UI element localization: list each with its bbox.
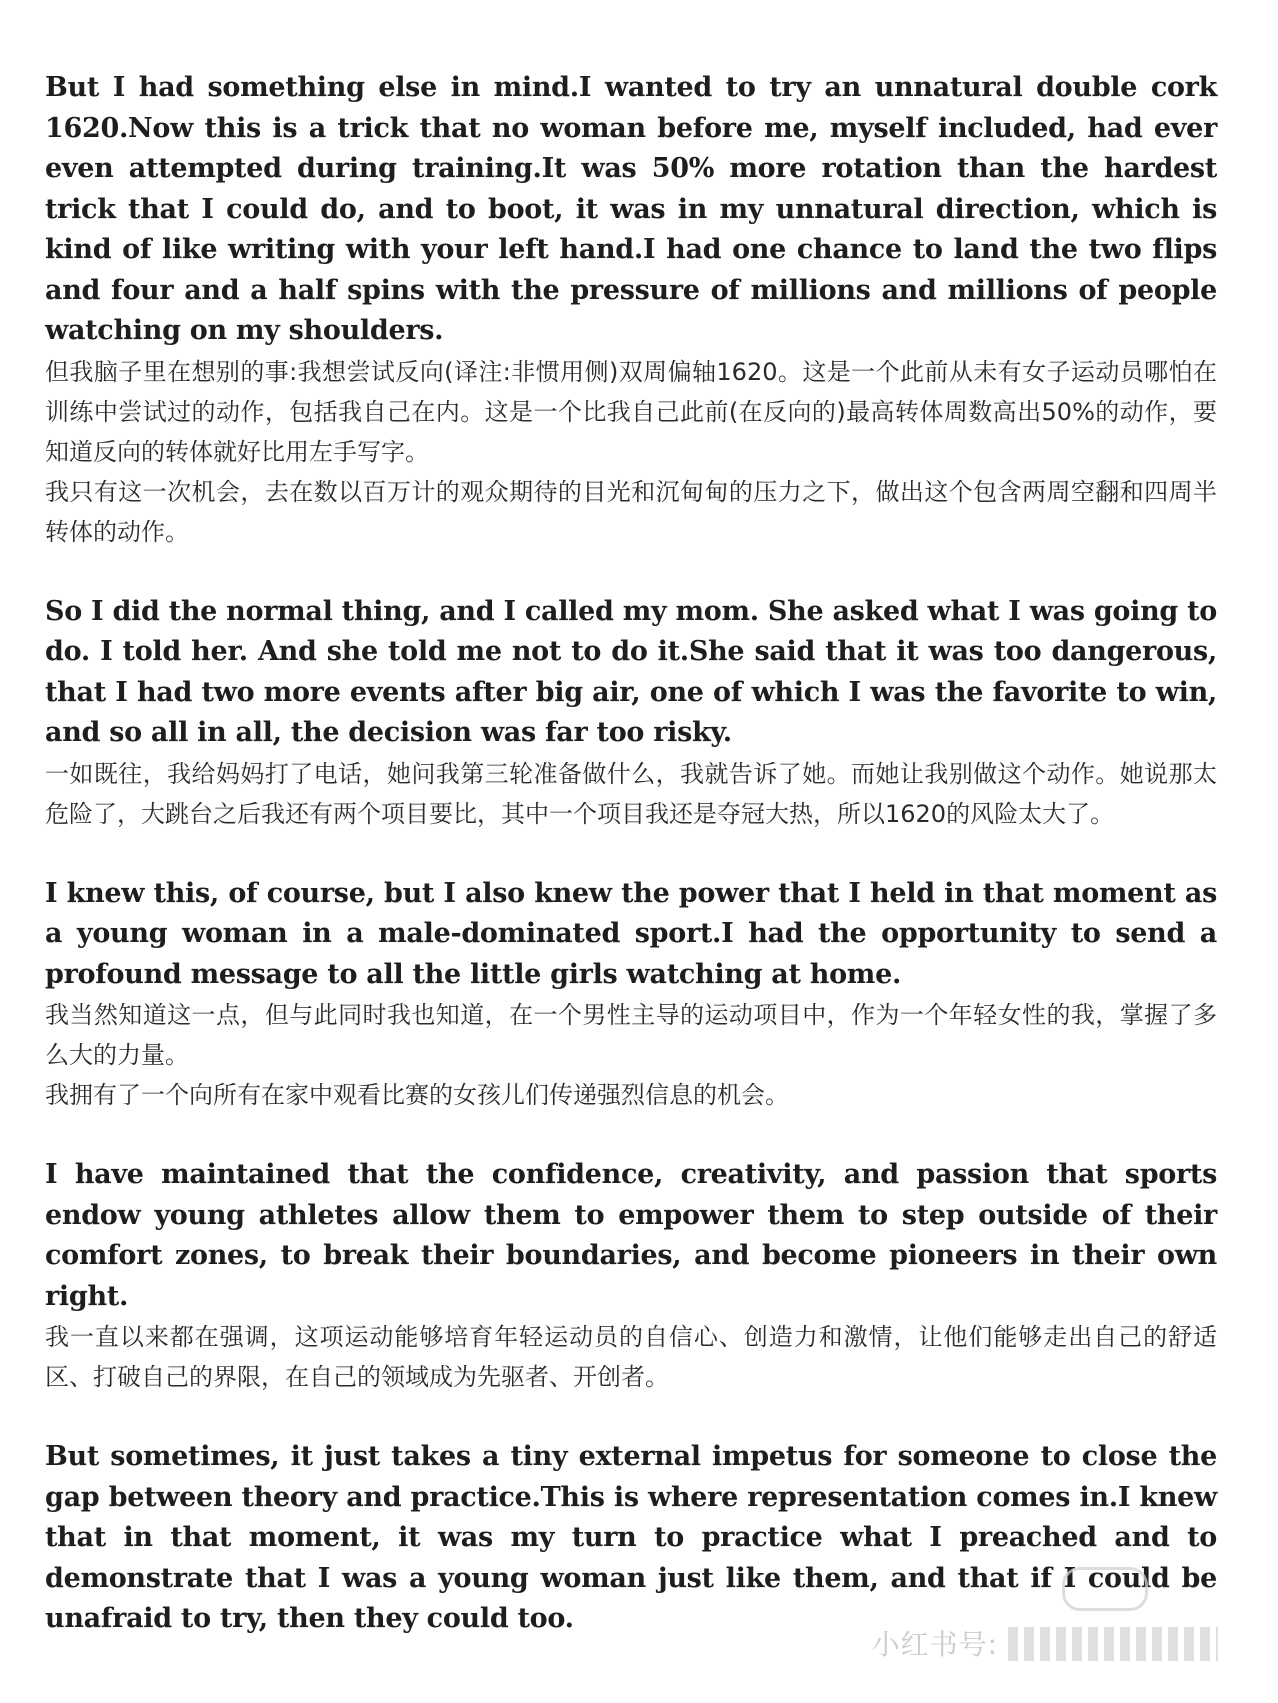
english-paragraph: I knew this, of course, but I also knew the power that I held in that moment as a young woman in a male-dominated sport.I had the opportunity to send a profound message to all the little girls watching at home. [45,877,1217,990]
document-body [45,68,1217,1680]
paragraph-section-3 [45,874,1217,1116]
paragraph-section-4 [45,1155,1217,1397]
english-paragraph: I have maintained that the confidence, creativity, and passion that sports endow young athletes allow them to empower them to step outside of their comfort zones, to break their boundaries, and become pioneers in their own right. [45,1159,1217,1312]
paragraph-section-1 [45,68,1217,552]
english-paragraph: So I did the normal thing, and I called my mom. She asked what I was going to do. I told her. And she told me not to do it.She said that it was too dangerous, that I had two more events after big air, one of which I was the favorite to win, and so all in all, the decision was far too risky. [45,595,1217,748]
english-paragraph: But sometimes, it just takes a tiny external impetus for someone to close the gap between theory and practice.This is where representation comes in.I knew that in that moment, it was my turn to practice what I preached and to demonstrate that I was a young woman just like them, and that if I could be unafraid to try, then they could too. [45,1441,1217,1634]
chinese-paragraph: 一如既往，我给妈妈打了电话，她问我第三轮准备做什么，我就告诉了她。而她让我别做这个动作。她说那太危险了，大跳台之后我还有两个项目要比，其中一个项目我还是夺冠大热，所以1620的风险太大了。 [45,759,1217,828]
chinese-paragraph: 我只有这一次机会，去在数以百万计的观众期待的目光和沉甸甸的压力之下，做出这个包含两周空翻和四周半转体的动作。 [45,477,1217,546]
paragraph-section-2 [45,592,1217,834]
chinese-paragraph: 我拥有了一个向所有在家中观看比赛的女孩儿们传递强烈信息的机会。 [45,1081,789,1109]
watermark-text: 小红书号: [871,1628,998,1661]
watermark-redacted-id [1008,1627,1218,1661]
chinese-paragraph: 但我脑子里在想别的事:我想尝试反向(译注:非惯用侧)双周偏轴1620。这是一个此前从未有女子运动员哪怕在训练中尝试过的动作，包括我自己在内。这是一个比我自己此前(在反向的)最高转体周数高出50%的动作，要知道反向的转体就好比用左手写字。 [45,357,1217,466]
chinese-paragraph: 我一直以来都在强调，这项运动能够培育年轻运动员的自信心、创造力和激情，让他们能够走出自己的舒适区、打破自己的界限，在自己的领域成为先驱者、开创者。 [45,1323,1217,1391]
paragraph-section-5 [45,1437,1217,1640]
english-paragraph: But I had something else in mind.I wanted to try an unnatural double cork 1620.Now this is a trick that no woman before me, myself included, had ever even attempted during training.It was 50% more rotation than the hardest trick that I could do, and to boot, it was in my unnatural direction, which is kind of like writing with your left hand.I had one chance to land the two flips and four and a half spins with the pressure of millions and millions of people watching on my shoulders. [45,72,1217,346]
watermark-logo-icon [1062,1567,1148,1611]
chinese-paragraph: 我当然知道这一点，但与此同时我也知道，在一个男性主导的运动项目中，作为一个年轻女性的我，掌握了多么大的力量。 [45,1001,1217,1069]
